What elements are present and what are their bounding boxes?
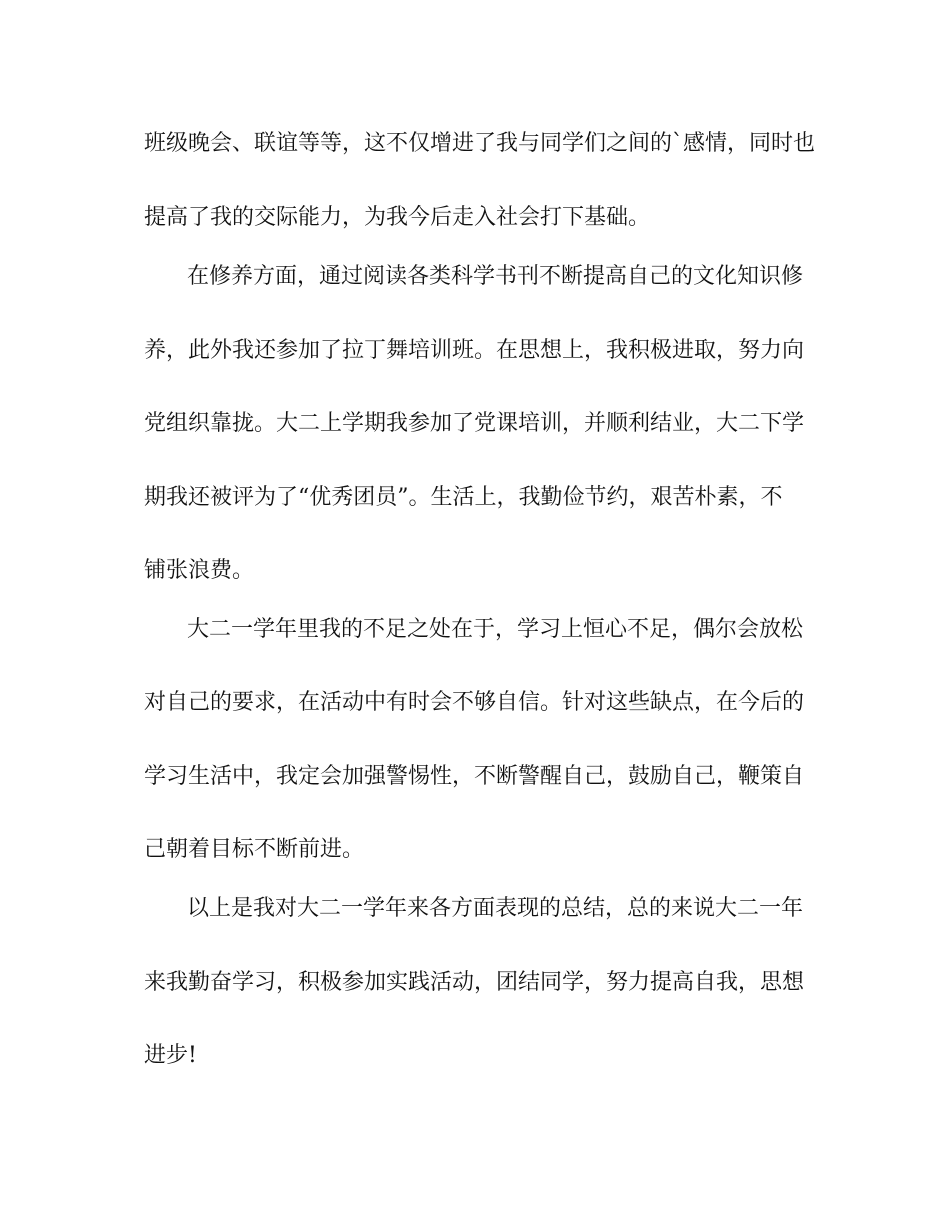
paragraph-first-line: 在修养方面，通过阅读各类科学书刊不断提高自己的文化知识修 bbox=[187, 264, 804, 289]
text-line: 对自己的要求，在活动中有时会不够自信。针对这些缺点，在今后的 bbox=[144, 690, 805, 715]
text-line: 期我还被评为了“优秀团员”。生活上，我勤俭节约，艰苦朴素，不 bbox=[144, 485, 783, 510]
text-line: 养，此外我还参加了拉丁舞培训班。在思想上，我积极进取，努力向 bbox=[144, 338, 805, 363]
text-line: 来我勤奋学习，积极参加实践活动，团结同学，努力提高自我，思想 bbox=[144, 970, 805, 995]
text-line: 提高了我的交际能力，为我今后走入社会打下基础。 bbox=[144, 205, 651, 230]
text-line: 铺张浪费。 bbox=[144, 558, 255, 583]
text-line: 党组织靠拢。大二上学期我参加了党课培训，并顺利结业，大二下学 bbox=[144, 411, 805, 436]
text-line: 进步! bbox=[144, 1043, 197, 1068]
text-line: 己朝着目标不断前进。 bbox=[144, 837, 365, 862]
paragraph-first-line: 大二一学年里我的不足之处在于，学习上恒心不足，偶尔会放松 bbox=[187, 617, 804, 642]
text-line: 学习生活中，我定会加强警惕性，不断警醒自己，鼓励自己，鞭策自 bbox=[144, 764, 805, 789]
text-line: 班级晚会、联谊等等，这不仅增进了我与同学们之间的`感情，同时也 bbox=[144, 131, 816, 156]
paragraph-first-line: 以上是我对大二一学年来各方面表现的总结，总的来说大二一年 bbox=[187, 896, 804, 921]
